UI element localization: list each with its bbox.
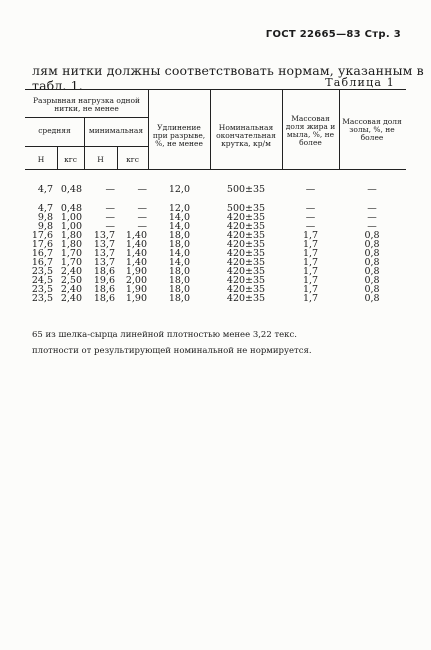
table-cell: 0,8	[364, 284, 380, 295]
header-load-group: Разрывная нагрузка одной нитки, не менее	[32, 96, 141, 113]
table-cell: —	[367, 212, 377, 223]
table-cell: 1,7	[302, 284, 319, 295]
header-ash: Массовая доля золы, %, не более	[342, 117, 402, 142]
col-divider	[148, 89, 149, 169]
page-header: ГОСТ 22665—83 Стр. 3	[265, 29, 401, 40]
table-cell: 17,6	[31, 230, 53, 241]
table-cell: 1,7	[302, 275, 319, 286]
table-cell: 1,90	[125, 293, 147, 304]
table-cell: 18,0	[168, 230, 190, 241]
table-top-rule	[25, 89, 406, 90]
table-cell: 1,7	[302, 230, 319, 241]
table-cell: 13,7	[93, 239, 115, 250]
table-cell: —	[367, 203, 377, 214]
table-cell: 9,8	[37, 221, 53, 232]
table-cell: 1,90	[125, 284, 147, 295]
table-cell: —	[137, 212, 147, 223]
intro-text: лям нитки должны соответствовать нормам, указанным в табл. 1.	[32, 63, 424, 93]
table-cell: 1,80	[60, 239, 82, 250]
table-cell: 1,40	[125, 248, 147, 259]
table-cell: 500±35	[226, 203, 266, 214]
table-cell: 16,7	[31, 257, 53, 268]
table-cell: 18,0	[168, 266, 190, 277]
table-cell: 420±35	[226, 221, 266, 232]
table-cell: 4,7	[37, 184, 53, 195]
table-cell: 16,7	[31, 248, 53, 259]
table-cell: 2,40	[60, 284, 82, 295]
group-rule	[25, 117, 148, 118]
table-cell: 13,7	[93, 248, 115, 259]
header-fat: Массовая доля жира и мыла, %, не более	[285, 114, 336, 147]
table-cell: 1,90	[125, 266, 147, 277]
table-cell: 23,5	[31, 293, 53, 304]
table-cell: 0,8	[364, 248, 380, 259]
table-cell: 420±35	[226, 230, 266, 241]
header-elongation: Удлинение при разрыве, %, не менее	[152, 123, 206, 148]
table-cell: 13,7	[93, 257, 115, 268]
table-cell: 0,8	[364, 275, 380, 286]
header-unit-kgs: кгс	[126, 155, 139, 164]
table-cell: 2,40	[60, 266, 82, 277]
table-cell: 1,70	[60, 257, 82, 268]
table-cell: 1,40	[125, 239, 147, 250]
table-cell: 0,8	[364, 230, 380, 241]
table-cell: 18,0	[168, 275, 190, 286]
table-cell: 1,7	[302, 257, 319, 268]
col-divider	[339, 89, 340, 169]
table-cell: 420±35	[226, 293, 266, 304]
table-cell: —	[137, 221, 147, 232]
table-cell: 18,6	[93, 266, 115, 277]
table-cell: 0,8	[364, 239, 380, 250]
table-cell: 14,0	[168, 212, 190, 223]
table-cell: 14,0	[168, 257, 190, 268]
table-cell: —	[105, 184, 115, 195]
table-cell: 1,00	[60, 221, 82, 232]
table-cell: 0,48	[60, 203, 82, 214]
table-cell: 0,8	[364, 266, 380, 277]
table-cell: 24,5	[31, 275, 53, 286]
table-cell: 9,8	[37, 212, 53, 223]
header-unit-n: Н	[37, 155, 45, 164]
table-cell: 1,70	[60, 248, 82, 259]
header-unit-n: Н	[97, 155, 104, 164]
table-cell: 500±35	[226, 184, 266, 195]
table-cell: 420±35	[226, 257, 266, 268]
table-label: Таблица 1	[325, 76, 395, 89]
table-cell: 420±35	[226, 266, 266, 277]
table-cell: 18,0	[168, 239, 190, 250]
col-divider	[282, 89, 283, 169]
table-cell: 1,80	[60, 230, 82, 241]
table-cell: 1,7	[302, 248, 319, 259]
table-cell: 2,00	[125, 275, 147, 286]
footnote: 65 из шелка-сырца линейной плотностью менее 3,22 текс.	[32, 330, 297, 340]
table-cell: —	[105, 212, 115, 223]
table-cell: —	[137, 184, 147, 195]
table-cell: 1,40	[125, 230, 147, 241]
col-divider	[210, 89, 211, 169]
table-cell: —	[367, 184, 377, 195]
table-cell: 23,5	[31, 266, 53, 277]
table-cell: 0,8	[364, 257, 380, 268]
table-cell: 23,5	[31, 284, 53, 295]
header-twist: Номинальная окончательная крутка, кр/м	[216, 123, 276, 148]
table-cell: 18,6	[93, 293, 115, 304]
table-cell: —	[137, 203, 147, 214]
table-cell: 0,48	[60, 184, 82, 195]
table-cell: —	[305, 203, 316, 214]
unit-rule	[25, 146, 148, 147]
table-cell: 17,6	[31, 239, 53, 250]
table-cell: 13,7	[93, 230, 115, 241]
table-cell: 1,40	[125, 257, 147, 268]
table-cell: 420±35	[226, 284, 266, 295]
table-cell: 1,7	[302, 266, 319, 277]
table-cell: 0,8	[364, 293, 380, 304]
table-cell: 14,0	[168, 221, 190, 232]
table-cell: 1,7	[302, 239, 319, 250]
table-cell: 4,7	[37, 203, 53, 214]
table-cell: 18,0	[168, 284, 190, 295]
table-cell: 14,0	[168, 248, 190, 259]
table-cell: 1,00	[60, 212, 82, 223]
table-cell: 12,0	[168, 184, 190, 195]
table-cell: 2,50	[60, 275, 82, 286]
table-cell: —	[105, 203, 115, 214]
table-cell: 18,0	[168, 293, 190, 304]
table-cell: —	[105, 221, 115, 232]
header-minimal: минимальная	[88, 126, 144, 135]
table-cell: 18,6	[93, 284, 115, 295]
table-cell: 420±35	[226, 248, 266, 259]
table-cell: —	[305, 221, 316, 232]
table-cell: 420±35	[226, 239, 266, 250]
header-unit-kgs: кгс	[64, 155, 77, 164]
table-cell: 1,7	[302, 293, 319, 304]
table-cell: 420±35	[226, 212, 266, 223]
header-average: средняя	[38, 126, 71, 135]
table-header-rule	[25, 169, 406, 170]
table-cell: 12,0	[168, 203, 190, 214]
footnote: плотности от результирующей номинальной не нормируется.	[32, 346, 312, 356]
table-cell: 19,6	[93, 275, 115, 286]
table-cell: 420±35	[226, 275, 266, 286]
table-cell: —	[305, 212, 316, 223]
table-cell: 2,40	[60, 293, 82, 304]
table-cell: —	[305, 184, 316, 195]
table-cell: —	[367, 221, 377, 232]
